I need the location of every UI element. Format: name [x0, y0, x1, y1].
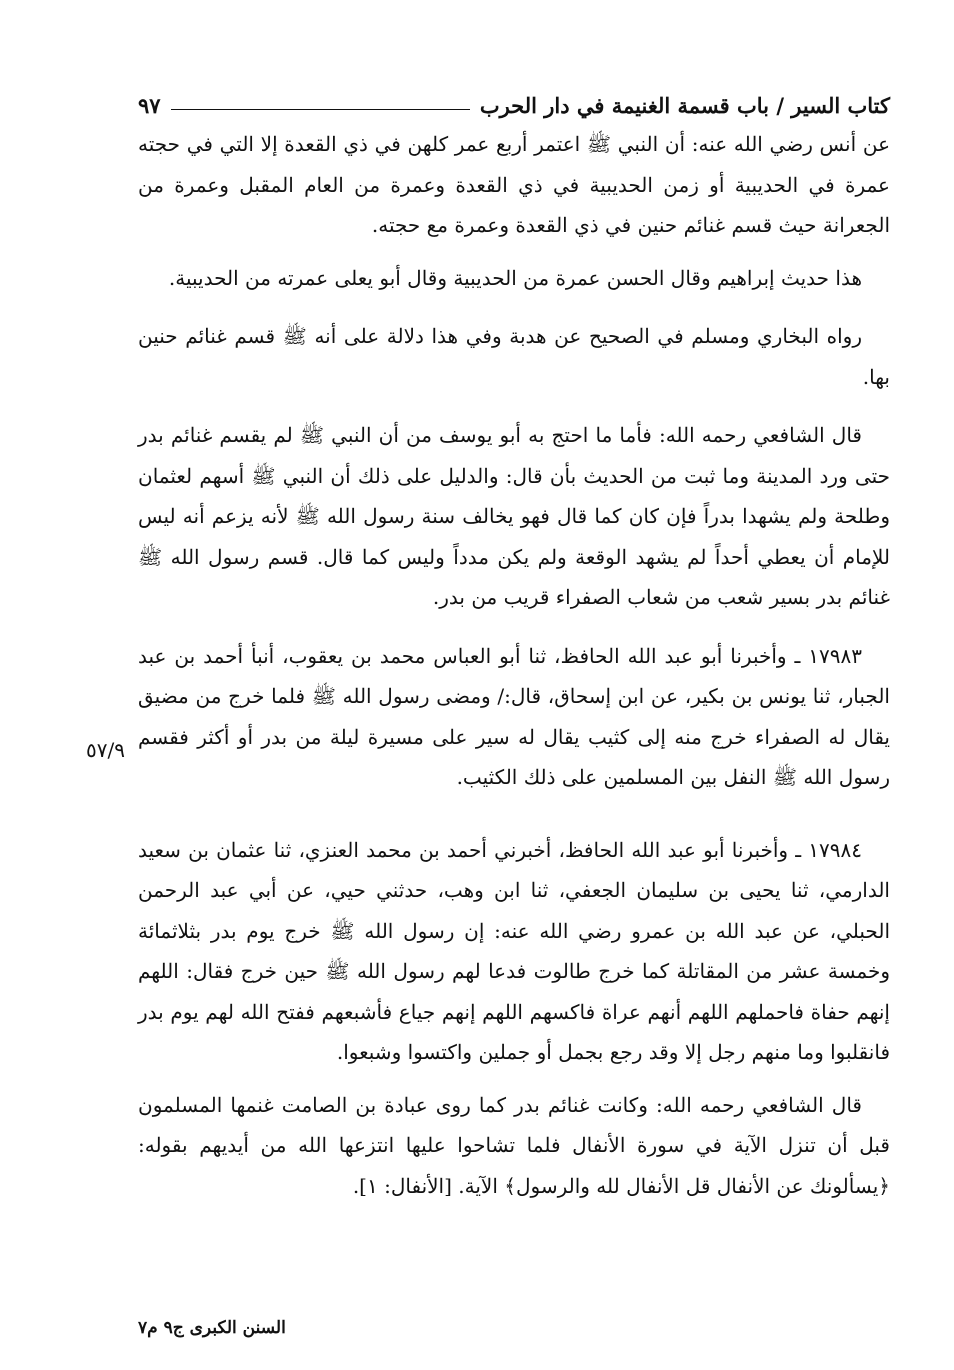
- header-rule: [171, 109, 470, 110]
- header-title: كتاب السير / باب قسمة الغنيمة في دار الحرب: [479, 93, 890, 118]
- paragraph-hadith-17984: ١٧٩٨٤ ـ وأخبرنا أبو عبد الله الحافظ، أخبرني أحمد بن محمد العنزي، ثنا عثمان بن سعيد الدارمي، ثنا يحيى بن سليمان الجعفي، ثنا ابن وهب، حدثني حيي، عن أبي عبد الرحمن الحبلي، عن عبد الله بن عمرو رضي الله عنه: إن رسول الله ﷺ خرج يوم بدر بثلاثمائة وخمسة عشر من المقاتلة كما خرج طالوت فدعا لهم رسول الله ﷺ حين خرج فقال: اللهم إنهم حفاة فاحملهم اللهم أنهم عراة فاكسهم اللهم إنهم جياع فأشبعهم ففتح الله لهم يوم بدر فانقلبوا وما منهم رجل إلا وقد رجع بجمل أو جملين واكتسوا وشبعوا.: [138, 837, 890, 1064]
- margin-reference: ٥٧/٩: [86, 738, 125, 762]
- main-text: [138, 124, 890, 1206]
- paragraph-hadith-anas: عن أنس رضي الله عنه: أن النبي ﷺ اعتمر أربع عمر كلهن في ذي القعدة إلا التي في حجته عمرة في الحديبية أو زمن الحديبية في ذي القعدة وعمرة من العام المقبل وعمرة من الجعرانة حيث قسم غنائم حنين في ذي القعدة وعمرة مع حجته.: [138, 132, 891, 237]
- paragraph-ibrahim-note: هذا حديث إبراهيم وقال الحسن عمرة من الحديبية وقال أبو يعلى عمرته من الحديبية.: [168, 265, 862, 290]
- paragraph-hadith-17983: ١٧٩٨٣ ـ وأخبرنا أبو عبد الله الحافظ، ثنا أبو العباس محمد بن يعقوب، أنبأ أحمد بن عبد الجبار، ثنا يونس بن بكير، عن ابن إسحاق، قال:/ ومضى رسول الله ﷺ فلما خرج من مضيق يقال له الصفراء خرج منه إلى كثيب يقال له سير على مسيرة ليلة من بدر أو أكثر فقسم رسول الله ﷺ النفل بين المسلمين على ذلك الكثيب.: [138, 643, 890, 789]
- paragraph-bukhari-muslim: رواه البخاري ومسلم في الصحيح عن هدبة وفي هذا دلالة على أنه ﷺ قسم غنائم حنين بها.: [138, 324, 890, 389]
- paragraph-shafii-1: قال الشافعي رحمه الله: فأما ما احتج به أبو يوسف من أن النبي ﷺ لم يقسم غنائم بدر حتى ورد المدينة وما ثبت من الحديث بأن قال: والدليل على ذلك أن النبي ﷺ أسهم لعثمان وطلحة ولم يشهدا بدراً فإن كان كما قال فهو يخالف سنة رسول الله ﷺ لأنه يزعم أنه ليس للإمام أن يعطي أحداً لم يشهد الوقعة ولم يكن مدداً وليس كما قال. قسم رسول الله ﷺ غنائم بدر بسير شعب من شعاب الصفراء قريب من بدر.: [138, 423, 890, 609]
- footer-signature: السنن الكبرى ج٩ م٧: [138, 1318, 286, 1338]
- running-header: [138, 78, 890, 118]
- paragraph-shafii-2: قال الشافعي رحمه الله: وكانت غنائم بدر كما روى عبادة بن الصامت غنمها المسلمون قبل أن تنزل الآية في سورة الأنفال فلما تشاحوا عليها انتزعها الله من أيديهم بقوله: ﴿يسألونك عن الأنفال قل الأنفال لله والرسول﴾ الآية. [الأنفال: ١].: [138, 1092, 890, 1198]
- page-number: ٩٧: [138, 93, 161, 118]
